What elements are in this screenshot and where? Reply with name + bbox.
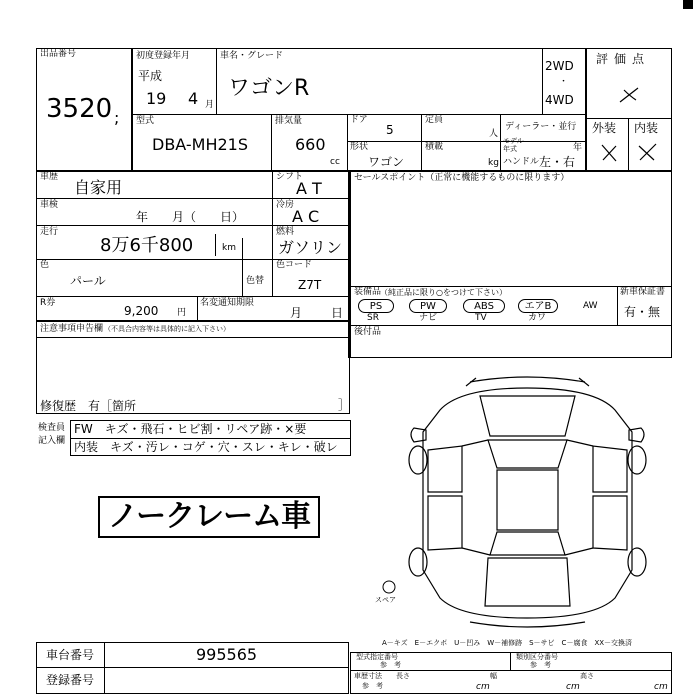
recycle-unit: 円 (177, 308, 187, 318)
score-label: 評価点 (596, 52, 651, 66)
registration-month-unit: 月 (205, 100, 215, 110)
history-label: 車歴 (40, 172, 59, 182)
spec-number-label: 型式指定番号 (356, 653, 398, 661)
color-value: パール (70, 274, 106, 288)
registration-month: 4 (188, 89, 199, 108)
equipment-label: 装備品 (354, 287, 382, 297)
displacement-label: 排気量 (275, 116, 303, 126)
sales-point-block (350, 171, 672, 358)
shift-value: A T (296, 179, 322, 198)
history-value: 自家用 (74, 178, 123, 197)
aftermarket-label: 後付品 (354, 327, 382, 337)
recycle-label: R券 (40, 298, 56, 308)
deadline-day-unit: 日 (331, 306, 344, 320)
ac-value: A C (292, 207, 320, 226)
model-year-label: モデル (503, 137, 524, 145)
doors-value: 5 (386, 123, 394, 137)
length-label: 長さ (396, 672, 410, 680)
warranty-value: 有・無 (624, 305, 661, 319)
model-year-sublabel: 年式 (503, 145, 517, 153)
chassis-number: 995565 (196, 645, 258, 664)
shift-label: シフト (276, 172, 304, 182)
score-cross-mark (618, 86, 640, 104)
dealer-label: ディーラー・並行 (505, 122, 577, 132)
displacement-unit: cc (330, 157, 340, 167)
width-label: 幅 (490, 672, 497, 680)
ac-label: 冷房 (276, 200, 295, 210)
category-ref: 参 考 (530, 661, 551, 669)
inspector-sublabel: 記入欄 (38, 436, 66, 446)
drive-4wd: 4WD (545, 93, 574, 107)
steering-label: ハンドル (503, 157, 540, 167)
exterior-cross-mark (600, 143, 618, 163)
size-label: 車歴寸法 (354, 672, 382, 680)
notes-sublabel: （不具合内容等は具体的に記入下さい） (104, 325, 230, 333)
steering-value: 左・右 (539, 155, 576, 169)
repair-history: 修復歴 有［箇所 (40, 399, 137, 413)
color-label: 色 (40, 260, 50, 270)
interior-cross-mark (636, 142, 658, 162)
inspection-label: 車検 (40, 200, 59, 210)
load-label: 積載 (425, 142, 444, 152)
inspection-value: 年 月（ 日） (136, 210, 245, 224)
equip-abs: ABS (463, 299, 505, 313)
load-unit: kg (488, 158, 499, 168)
size-ref: 参 考 (362, 682, 383, 690)
lot-number-label: 出品番号 (40, 49, 77, 59)
width-unit: cm (566, 682, 580, 692)
interior-label: 内装 (634, 121, 659, 135)
color-code-value: Z7T (298, 278, 322, 292)
repair-close: ］ (338, 398, 351, 412)
lot-number-suffix: ; (114, 108, 120, 127)
equip-ps: PS (358, 299, 394, 313)
inspector-row-exterior: FW キズ・飛石・ヒビ割・リペア跡・×要 (74, 422, 307, 436)
body-type: ワゴン (368, 155, 405, 169)
drive-2wd: 2WD (545, 59, 574, 73)
damage-legend: A－キズ E－エクボ U－凹み W－補修跡 S－サビ C－腐食 XX－交換済 (382, 639, 633, 647)
inspector-label: 検査員 (38, 423, 66, 433)
registration-era: 平成 (138, 69, 163, 83)
equip-airbag: エアB (518, 299, 558, 313)
car-name-label: 車名・グレード (220, 51, 284, 61)
equip-tv: TV (475, 313, 487, 323)
model-year-unit: 年 (573, 143, 583, 153)
spec-ref: 参 考 (380, 661, 401, 669)
deadline-label: 名変通知期限 (200, 298, 255, 308)
model-code: DBA-MH21S (152, 135, 249, 154)
color-code-label: 色コード (276, 260, 313, 270)
capacity-unit: 人 (489, 129, 499, 139)
category-number-label: 類別区分番号 (516, 653, 558, 661)
equipment-note: （純正品に限り○をつけて下さい） (380, 288, 507, 297)
sales-point-label: セールスポイント（正常に機能するものに限ります） (354, 173, 570, 183)
notes-label: 注意事項申告欄 (40, 324, 104, 334)
doors-label: ドア (350, 115, 368, 125)
spare-label: スペア (375, 596, 396, 604)
equip-aw: AW (583, 301, 598, 311)
mileage-unit: km (222, 243, 236, 253)
drive-separator: ・ (559, 77, 569, 87)
body-type-label: 形状 (350, 142, 369, 152)
registration-year: 19 (146, 89, 167, 108)
no-claim-stamp: ノークレーム車 (98, 496, 320, 538)
chassis-number-label: 車台番号 (46, 648, 95, 662)
capacity-label: 定員 (425, 115, 444, 125)
height-label: 高さ (580, 672, 594, 680)
equip-navi: ナビ (419, 313, 438, 323)
first-registration-label: 初度登録年月 (136, 51, 191, 61)
model-code-label: 型式 (136, 116, 155, 126)
mileage-label: 走行 (40, 227, 59, 237)
recycle-value: 9,200 (124, 304, 159, 318)
registration-number-label: 登録番号 (46, 673, 95, 687)
fuel-label: 燃料 (276, 227, 295, 237)
corner-marker (683, 0, 693, 9)
exterior-label: 外装 (592, 121, 617, 135)
deadline-month-unit: 月 (290, 306, 303, 320)
equip-leather: カワ (528, 313, 547, 323)
repaint-label: 色替 (246, 276, 265, 286)
inspector-row-interior: 内装 キズ・汚レ・コゲ・穴・スレ・キレ・破レ (74, 440, 338, 454)
fuel-value: ガソリン (278, 238, 343, 257)
warranty-label: 新車保証書 (620, 287, 666, 297)
displacement-value: 660 (295, 135, 326, 154)
lot-number: 3520 (46, 94, 113, 124)
equip-pw: PW (409, 299, 447, 313)
equip-sr: SR (367, 313, 379, 323)
car-name: ワゴンR (228, 76, 310, 101)
height-unit: cm (654, 682, 668, 692)
spare-tire-icon (382, 580, 396, 594)
length-unit: cm (476, 682, 490, 692)
vehicle-damage-diagram (400, 370, 655, 635)
mileage-value: 8万6千800 (100, 235, 194, 256)
